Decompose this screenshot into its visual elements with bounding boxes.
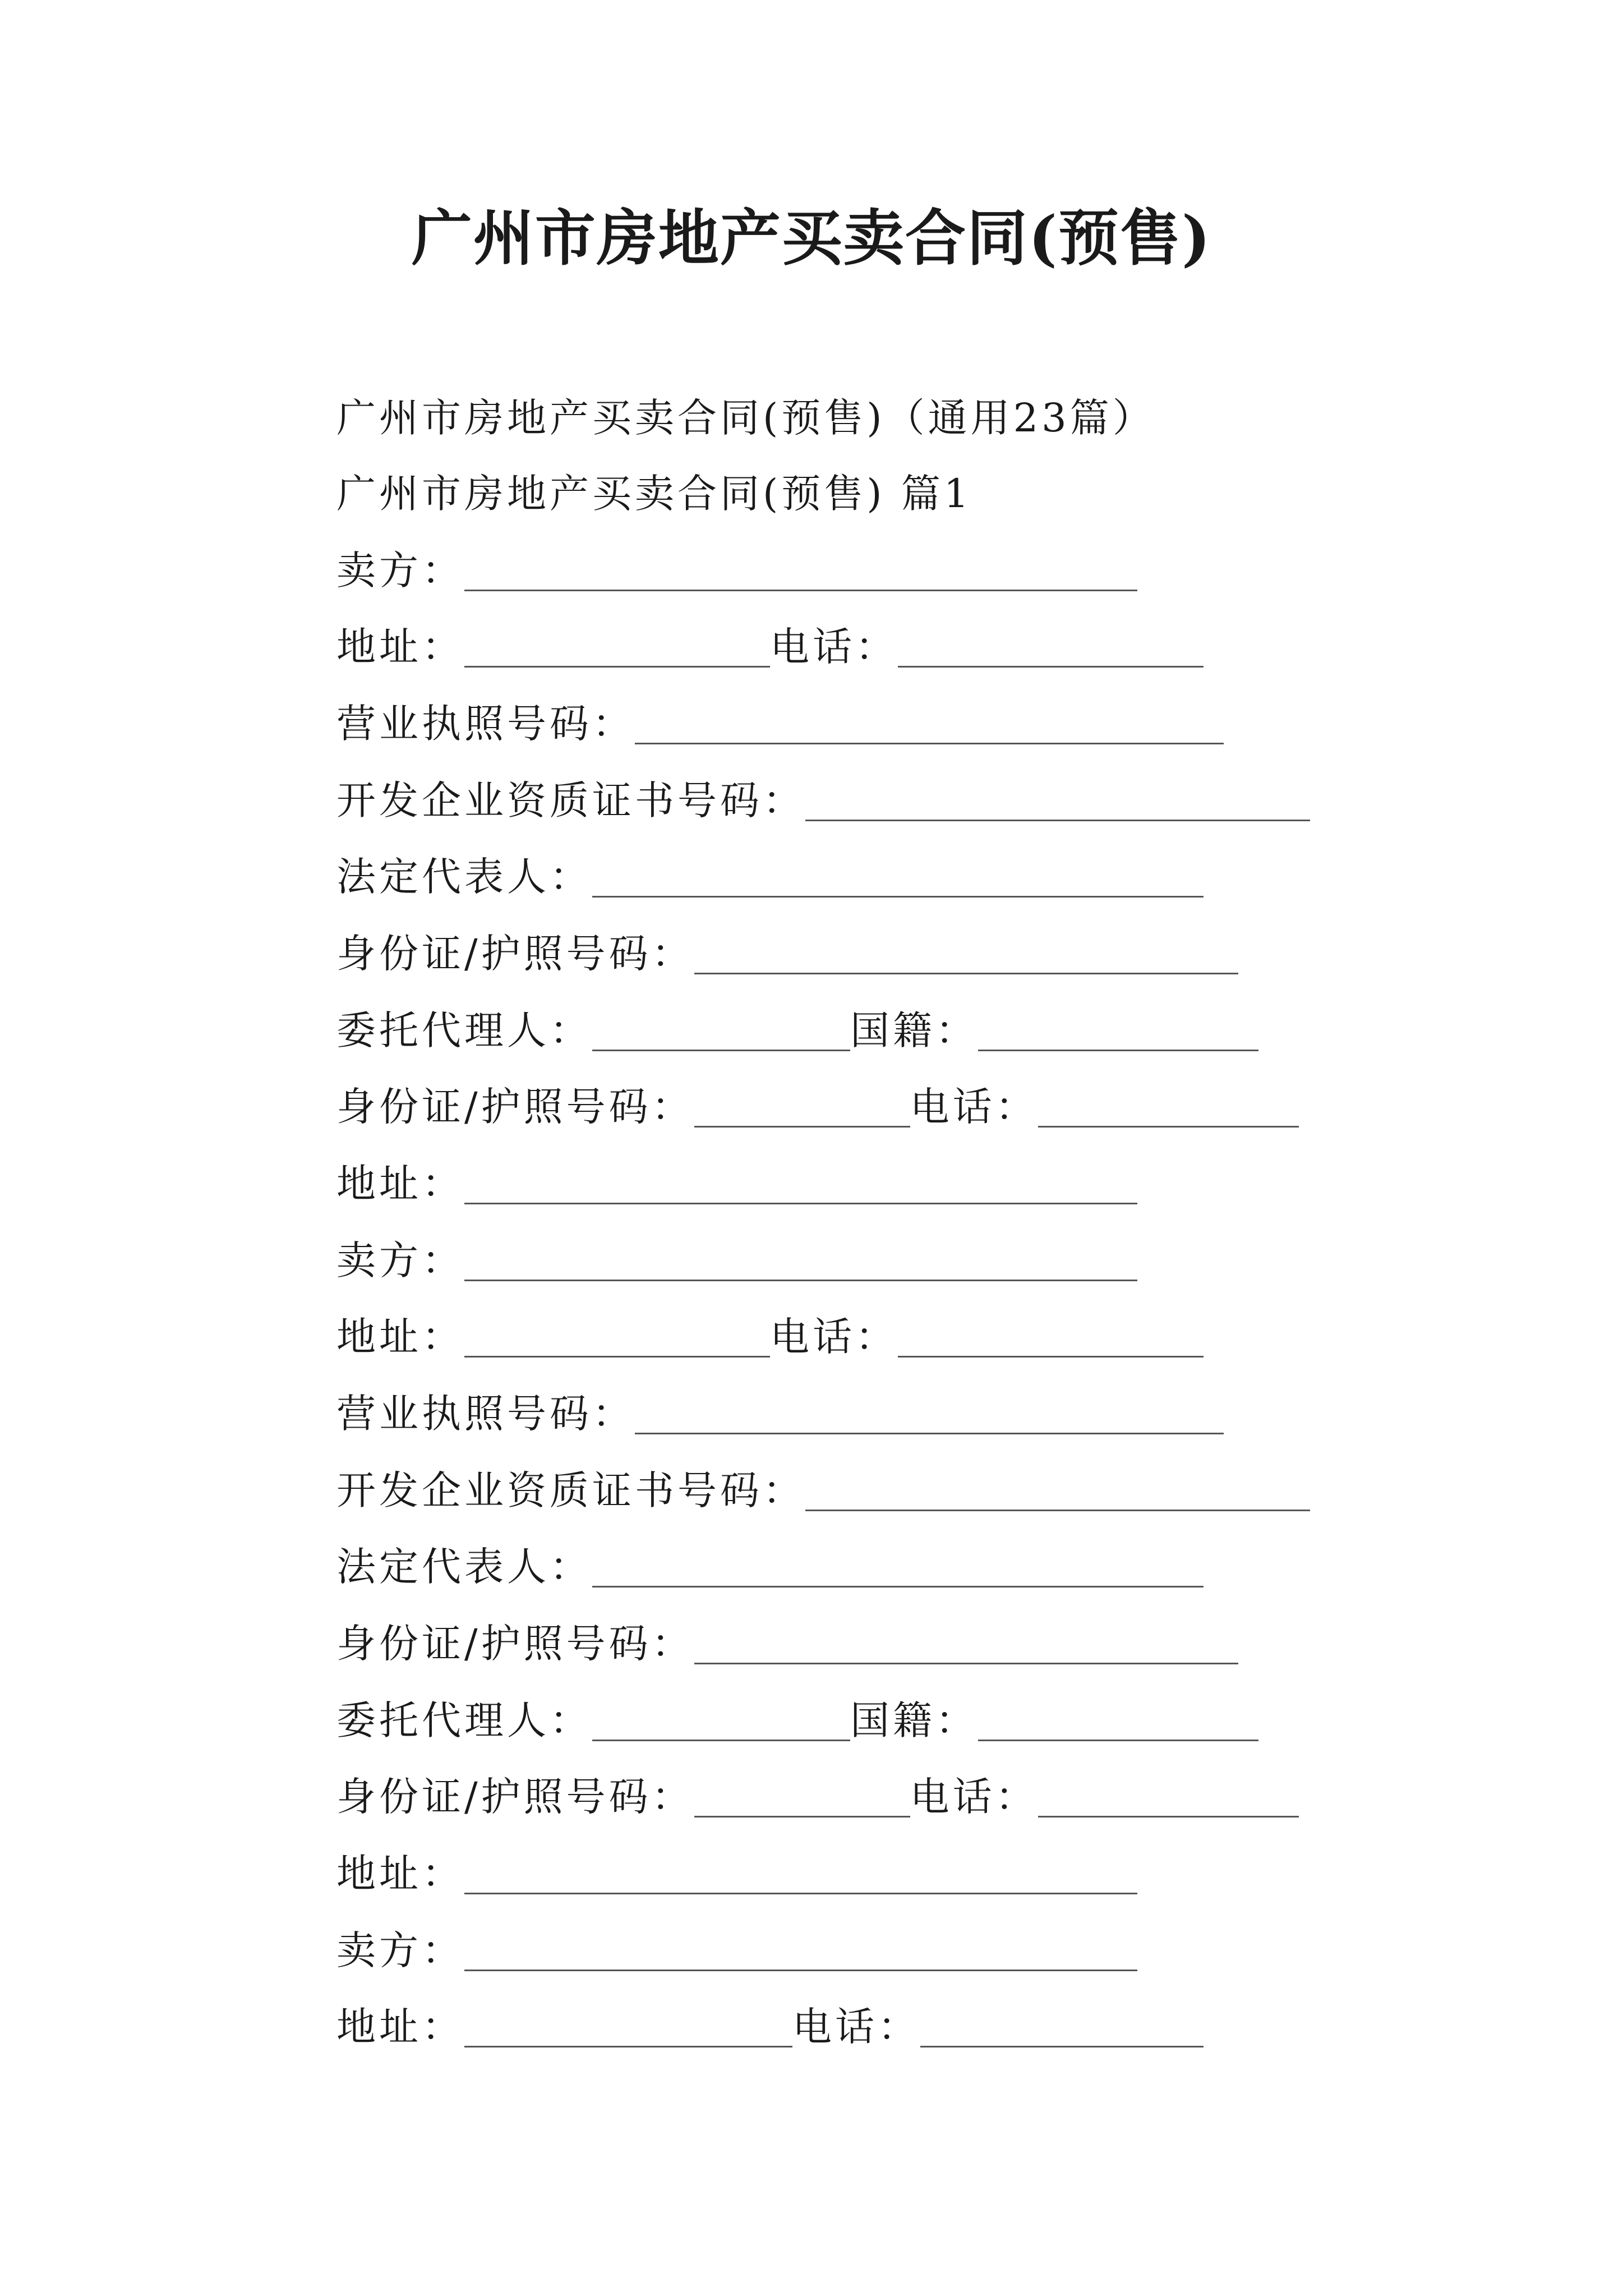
form-row-id-passport: [336, 1613, 1238, 1674]
form-row-legal-representative: [336, 846, 1204, 908]
fill-in-blank: [694, 1081, 910, 1128]
intro-line-article: [336, 463, 972, 524]
field-label: 电话：: [792, 2004, 920, 2050]
form-row-id-phone: [336, 1766, 1299, 1828]
page-title: 广州市房地产买卖合同(预售): [411, 203, 1212, 274]
form-row-address-phone: [336, 1996, 1204, 2058]
fill-in-blank: [464, 621, 770, 668]
field-label: 卖方：: [336, 1927, 464, 1973]
fill-in-blank: [805, 775, 1310, 821]
form-row-id-passport: [336, 923, 1238, 984]
form-row-legal-representative: [336, 1536, 1204, 1598]
field-label: 地址：: [336, 2004, 464, 2050]
form-row-business-license: [336, 1383, 1224, 1444]
fill-in-blank: [464, 1848, 1137, 1894]
field-label: 身份证/护照号码：: [336, 1084, 694, 1130]
field-label: 身份证/护照号码：: [336, 1621, 694, 1667]
form-row-id-phone: [336, 1076, 1299, 1138]
form-row-developer-certificate: [336, 1460, 1310, 1521]
form-row-address: [336, 1153, 1137, 1214]
fill-in-blank: [592, 1005, 850, 1051]
fill-in-blank: [464, 1925, 1137, 1971]
fill-in-blank: [694, 1618, 1238, 1664]
field-label: 法定代表人：: [336, 1544, 592, 1590]
fill-in-blank: [1038, 1771, 1299, 1818]
field-label: 开发企业资质证书号码：: [336, 1467, 805, 1513]
fill-in-blank: [464, 2001, 792, 2047]
field-label: 法定代表人：: [336, 854, 592, 900]
field-label: 电话：: [910, 1084, 1038, 1130]
field-label: 开发企业资质证书号码：: [336, 777, 805, 823]
fill-in-blank: [592, 1695, 850, 1741]
fill-in-blank: [635, 1388, 1224, 1434]
field-label: 电话：: [910, 1774, 1038, 1820]
fill-in-blank: [592, 1541, 1204, 1588]
fill-in-blank: [898, 1311, 1204, 1358]
field-label: 地址：: [336, 1161, 464, 1207]
article-heading: 广州市房地产买卖合同(预售) 篇1: [336, 471, 972, 517]
field-label: 身份证/护照号码：: [336, 1774, 694, 1820]
form-row-developer-certificate: [336, 770, 1310, 831]
fill-in-blank: [464, 1311, 770, 1358]
field-label: 卖方：: [336, 1237, 464, 1283]
fill-in-blank: [592, 851, 1204, 898]
form-row-seller: [336, 1920, 1137, 1981]
collection-heading: 广州市房地产买卖合同(预售)（通用23篇）: [336, 395, 1155, 441]
field-label: 地址：: [336, 624, 464, 670]
field-label: 身份证/护照号码：: [336, 931, 694, 977]
field-label: 委托代理人：: [336, 1007, 592, 1053]
form-row-address-phone: [336, 1306, 1204, 1368]
form-row-seller: [336, 1230, 1137, 1291]
fill-in-blank: [464, 1235, 1137, 1281]
field-label: 国籍：: [850, 1007, 978, 1053]
field-label: 电话：: [770, 1314, 898, 1360]
fill-in-blank: [978, 1695, 1258, 1741]
field-label: 地址：: [336, 1851, 464, 1897]
fill-in-blank: [464, 1158, 1137, 1204]
field-label: 电话：: [770, 624, 898, 670]
fill-in-blank: [805, 1465, 1310, 1511]
form-row-business-license: [336, 693, 1224, 754]
field-label: 国籍：: [850, 1697, 978, 1743]
form-row-agent-nationality: [336, 1000, 1258, 1061]
form-row-address: [336, 1843, 1137, 1904]
field-label: 卖方：: [336, 547, 464, 593]
field-label: 委托代理人：: [336, 1697, 592, 1743]
fill-in-blank: [464, 545, 1137, 591]
field-label: 营业执照号码：: [336, 701, 635, 747]
fill-in-blank: [635, 698, 1224, 744]
fill-in-blank: [694, 1771, 910, 1818]
field-label: 地址：: [336, 1314, 464, 1360]
fill-in-blank: [898, 621, 1204, 668]
fill-in-blank: [694, 928, 1238, 974]
fill-in-blank: [920, 2001, 1204, 2047]
field-label: 营业执照号码：: [336, 1391, 635, 1437]
fill-in-blank: [1038, 1081, 1299, 1128]
form-row-agent-nationality: [336, 1690, 1258, 1751]
fill-in-blank: [978, 1005, 1258, 1051]
intro-line-collection: [336, 387, 1155, 449]
form-row-address-phone: [336, 616, 1204, 678]
form-row-seller: [336, 540, 1137, 601]
